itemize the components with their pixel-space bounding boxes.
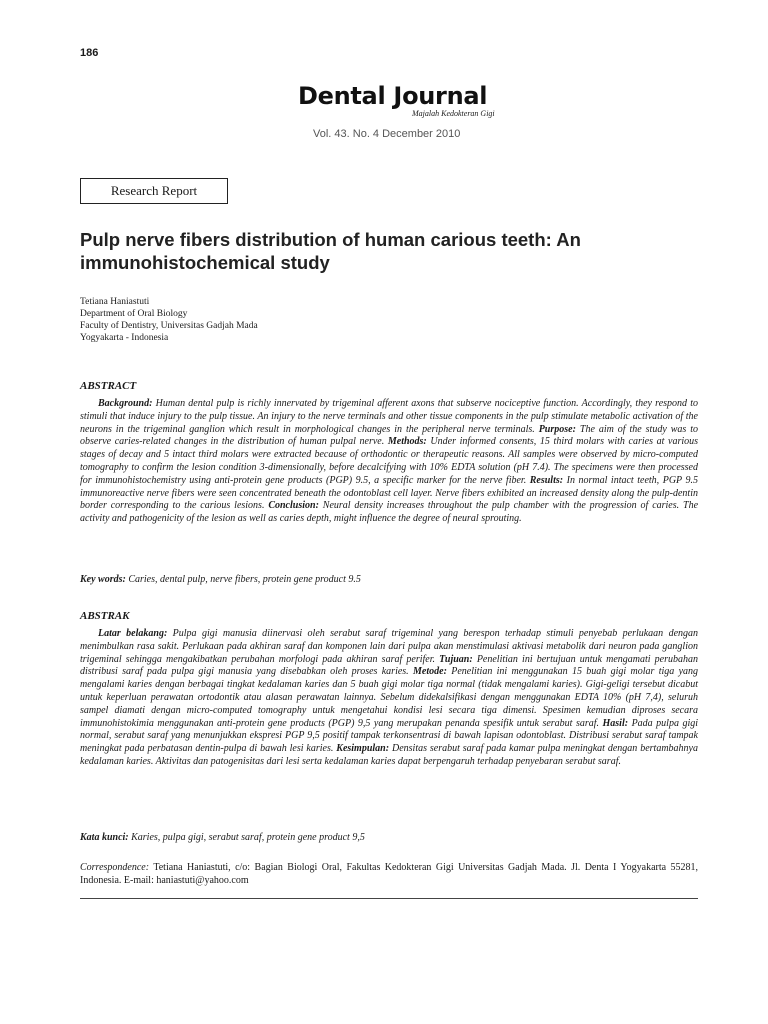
author-name: Tetiana Haniastuti xyxy=(80,297,150,307)
correspondence-label: Correspondence: xyxy=(80,862,150,873)
abstrak-heading: ABSTRAK xyxy=(80,610,130,622)
hasil-text: Pada pulpa gigi normal, serabut saraf yang menunjukkan ekspresi PGP 9,5 positif tampak terkonsentrasi di bawah lapisan odontoblast. Distribusi serabut saraf tampak meningkat pada perbatasan dentin-pulpa di bawah lesi karies. xyxy=(80,717,699,755)
keywords xyxy=(80,574,698,587)
purpose-label: Purpose: xyxy=(538,423,576,435)
results-text: In normal intact teeth, PGP 9.5 immunoreactive nerve fibers were seen concentrated beneath the odontoblast cell layer. Nerve fibers exhibited an increased density along the pulp-dentin border corresponding to the carious lesions. xyxy=(80,474,699,512)
page-number: 186 xyxy=(80,47,99,59)
kesimpulan-text: Densitas serabut saraf pada kamar pulpa meningkat dengan bertambahnya kedalaman karies. Aktivitas dan patogenisitas dari lesi serta kedalaman karies dapat berpengaruh terhadap penyebaran serabut saraf. xyxy=(80,743,698,767)
journal-subtitle: Majalah Kedokteran Gigi xyxy=(412,109,495,118)
conclusion-label: Conclusion: xyxy=(268,500,319,512)
methods-text: Under informed consents, 15 third molars with caries at various stages of decay and 5 intact third molars were extracted because of orthodontic or therapeutic reasons. All samples were observed by micro-computed tomography to confirm the lesion condition 3-dimensionally, before decalcifying with 10% EDTA solution (pH 7.4). The specimens were then processed for immunohistochemistry using anti-protein gene products (PGP) 9.5, a specific marker for the nerve fiber. xyxy=(80,436,699,486)
metode-label: Metode: xyxy=(413,666,447,678)
background-text: Human dental pulp is richly innervated by trigeminal afferent axons that subserve nociceptive function. Accordingly, they respond to stimuli that induce injury to the pulp tissue. An injury to the nerve terminals and other tissue components in the pulp stimulate metabolic activation of the neurons in the trigeminal ganglion which result in morphological changes in the peripheral nerve terminals. xyxy=(80,398,699,435)
author-block xyxy=(80,296,258,344)
affiliation-line: Faculty of Dentistry, Universitas Gadjah Mada xyxy=(80,321,258,331)
tujuan-label: Tujuan: xyxy=(439,653,473,665)
metode-text: Penelitian ini menggunakan 15 buah gigi molar tiga yang mengalami karies dengan berbagai tingkat kedalaman karies dan 5 buah gigi molar tiga normal (tidak mengalami karies). Gigi-geligi tersebut dicabut untuk keperluan perawatan ortodontik atau alasan perawatan lainnya. Sebelum didekalsifikasi dengan menggunakan EDTA 10% (pH 7,4), seluruh sampel diamati dengan micro-computed tomography untuk mengetahui kondisi lesi secara tiga dimensi. Spesimen kemudian diproses secara immunohistokimia menggunakan anti-protein gene products (PGP) 9,5 yang merupakan penanda spesifik untuk serabut saraf. xyxy=(80,666,699,729)
abstract-heading: ABSTRACT xyxy=(80,380,137,392)
latar-label: Latar belakang: xyxy=(98,628,168,639)
kata-kunci xyxy=(80,832,698,845)
abstrak-body xyxy=(80,628,698,769)
keywords-text: Caries, dental pulp, nerve fibers, protein gene product 9.5 xyxy=(128,574,361,585)
correspondence-text: Tetiana Haniastuti, c/o: Bagian Biologi Oral, Fakultas Kedokteran Gigi Universitas Gadjah Mada. Jl. Denta I Yogyakarta 55281, Indonesia. E-mail: haniastuti@yahoo.com xyxy=(80,862,698,886)
kesimpulan-label: Kesimpulan: xyxy=(336,743,390,755)
article-title: Pulp nerve fibers distribution of human carious teeth: An immunohistochemical study xyxy=(80,229,581,273)
volume-info: Vol. 43. No. 4 December 2010 xyxy=(313,128,461,140)
kata-kunci-text: Karies, pulpa gigi, serabut saraf, protein gene product 9,5 xyxy=(131,832,365,843)
conclusion-text: Neural density increases throughout the pulp chamber with the progression of caries. The activity and pathogenicity of the lesion as well as caries depth, might influence the degree of neural sprouting. xyxy=(80,500,699,525)
keywords-label: Key words: xyxy=(80,574,126,585)
article-type-box: Research Report xyxy=(80,178,228,204)
kata-kunci-label: Kata kunci: xyxy=(80,832,129,843)
hasil-label: Hasil: xyxy=(602,717,629,729)
methods-label: Methods: xyxy=(387,436,427,448)
correspondence xyxy=(80,862,698,888)
affiliation-line: Department of Oral Biology xyxy=(80,309,188,319)
footer-divider xyxy=(80,898,698,899)
affiliation-line: Yogyakarta - Indonesia xyxy=(80,333,169,343)
tujuan-text: Penelitian ini bertujuan untuk mengamati perubahan distribusi saraf pada pulpa gigi manusia yang disebabkan oleh proses karies. xyxy=(80,653,699,678)
latar-text: Pulpa gigi manusia diinervasi oleh serabut saraf trigeminal yang berespon terhadap stimuli penyebab perlukaan dengan menimbulkan rasa sakit. Perlukaan pada akhiran saraf dan komponen lain dari pulpa akan menstimulasi aktivasi metabolik dari neuron pada ganglion trigeminal sehingga mengakibatkan perubahan morfologi pada akhiran saraf perifer. xyxy=(80,628,699,665)
results-label: Results: xyxy=(529,474,564,486)
background-label: Background: xyxy=(98,398,153,409)
journal-title: Dental Journal xyxy=(298,82,488,110)
abstract-body xyxy=(80,398,698,526)
purpose-text: The aim of the study was to observe caries-related changes in the distribution of human pulpal nerve. xyxy=(80,423,699,448)
